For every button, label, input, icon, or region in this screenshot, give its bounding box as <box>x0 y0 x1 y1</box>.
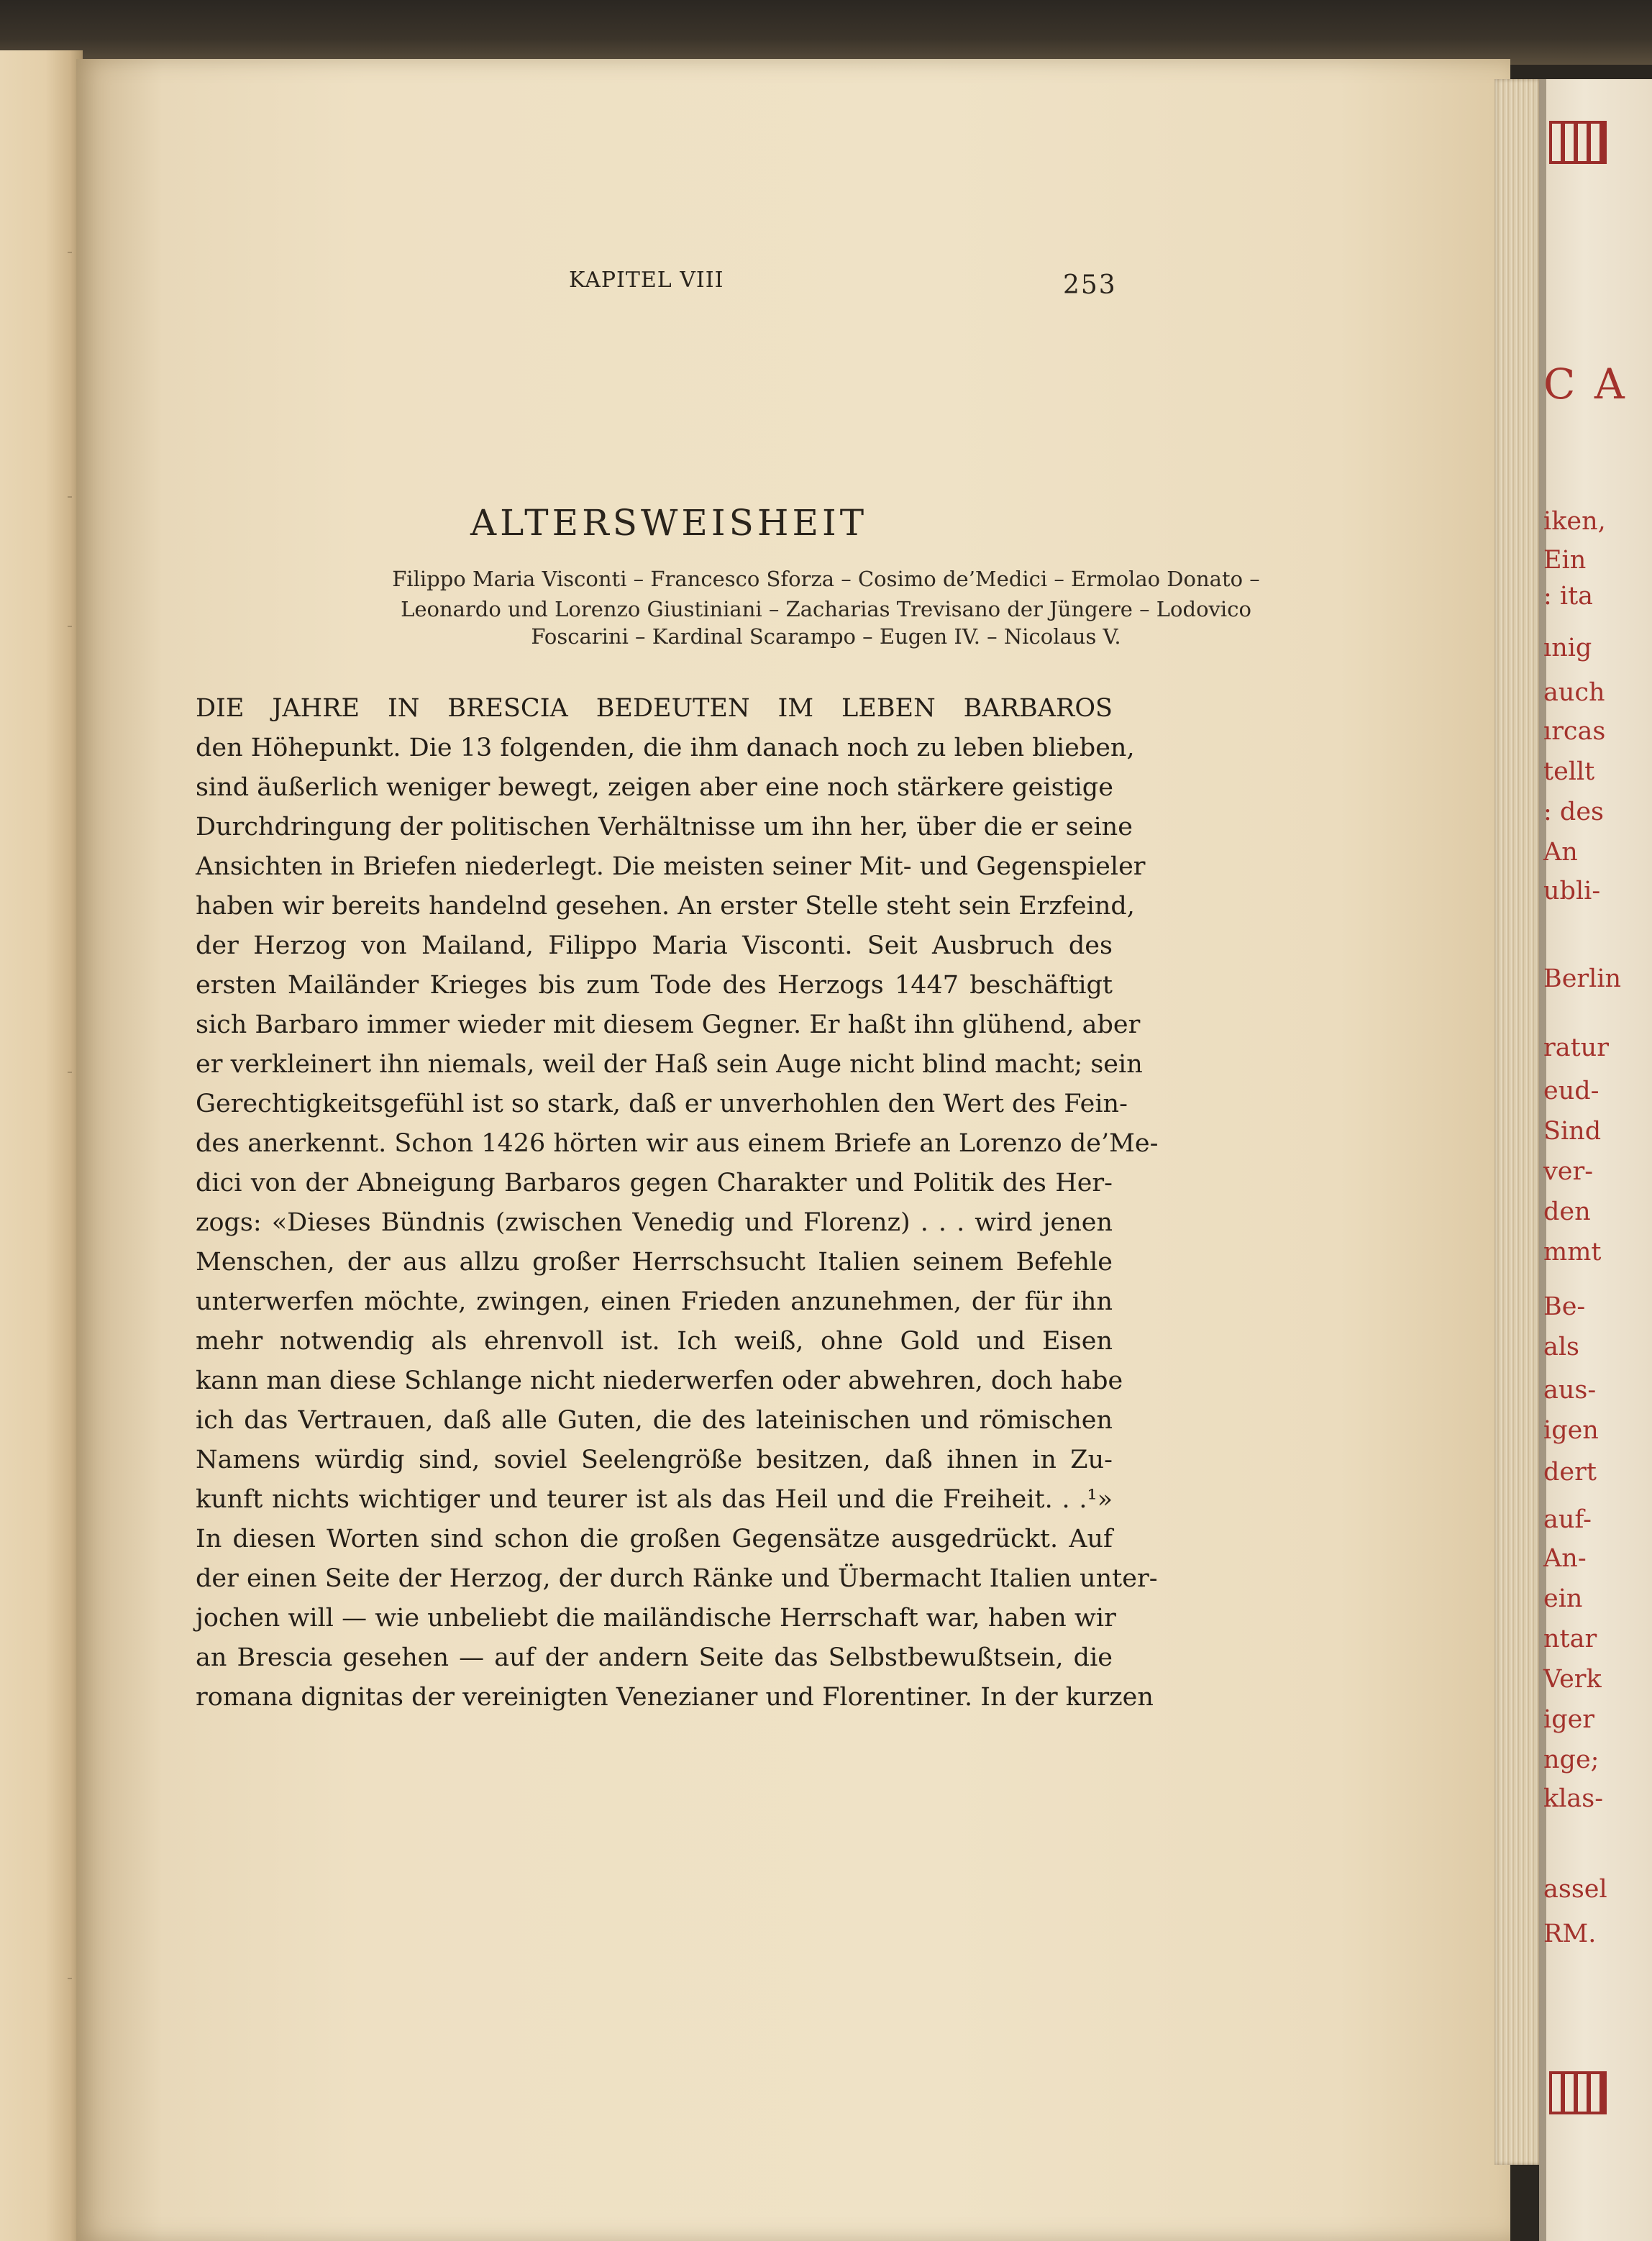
body-line: haben wir bereits handelnd gesehen. An erster Stelle steht sein Erzfeind, <box>196 892 1135 921</box>
adjacent-fragment: mmt <box>1543 1238 1602 1266</box>
adjacent-fragment: ntar <box>1543 1625 1597 1653</box>
adjacent-fragment: ratur <box>1543 1033 1609 1062</box>
adjacent-fragment: ver- <box>1543 1157 1594 1186</box>
body-line: an Brescia gesehen — auf der andern Seite das Selbstbewußtsein, die <box>196 1643 1113 1672</box>
margin-mark <box>68 496 72 498</box>
body-line: der Herzog von Mailand, Filippo Maria Visconti. Seit Ausbruch des <box>196 931 1113 960</box>
body-line: Namens würdig sind, soviel Seelengröße besitzen, daß ihnen in Zu- <box>196 1446 1113 1474</box>
body-line: DIE JAHRE IN BRESCIA BEDEUTEN IM LEBEN BARBAROS <box>196 694 1113 723</box>
body-line: Gerechtigkeitsgefühl ist so stark, daß er unverhohlen den Wert des Fein- <box>196 1090 1128 1118</box>
adjacent-fragment: als <box>1543 1333 1580 1361</box>
body-line: der einen Seite der Herzog, der durch Ränke und Übermacht Italien unter- <box>196 1564 1158 1593</box>
adjacent-fragment: ınig <box>1543 634 1592 662</box>
adjacent-fragment: ubli- <box>1543 877 1601 905</box>
body-line: Ansichten in Briefen niederlegt. Die meisten seiner Mit- und Gegenspieler <box>196 852 1146 881</box>
adjacent-fragment: klas- <box>1543 1784 1604 1813</box>
adjacent-fragment: tellt <box>1543 757 1595 786</box>
body-line: sind äußerlich weniger bewegt, zeigen aber eine noch stärkere geistige <box>196 773 1113 802</box>
adjacent-fragment: nge; <box>1543 1745 1599 1774</box>
body-line: Durchdringung der politischen Verhältnisse um ihn her, über die er seine <box>196 813 1133 841</box>
adjacent-fragment: iger <box>1543 1705 1595 1734</box>
body-line: jochen will — wie unbeliebt die mailändische Herrschaft war, haben wir <box>196 1604 1116 1633</box>
body-line: den Höhepunkt. Die 13 folgenden, die ihm danach noch zu leben blieben, <box>196 734 1135 762</box>
adjacent-fragment: : ita <box>1543 582 1594 611</box>
body-line: er verkleinert ihn niemals, weil der Haß sein Auge nicht blind macht; sein <box>196 1050 1143 1079</box>
margin-mark <box>68 252 72 253</box>
adjacent-fragment: assel <box>1543 1875 1607 1904</box>
meander-ornament-bottom <box>1549 2071 1607 2114</box>
chapter-summary-line: Foscarini – Kardinal Scarampo – Eugen IV. – Nicolaus V. <box>531 624 1121 649</box>
adjacent-fragment: ein <box>1543 1584 1583 1613</box>
adjacent-fragment: dert <box>1543 1458 1597 1487</box>
adjacent-fragment: iken, <box>1543 507 1606 536</box>
chapter-summary-line: Leonardo und Lorenzo Giustiniani – Zacharias Trevisano der Jüngere – Lodovico <box>401 597 1251 621</box>
chapter-summary-line: Filippo Maria Visconti – Francesco Sforza – Cosimo de’Medici – Ermolao Donato – <box>392 567 1260 591</box>
adjacent-fragment: Berlin <box>1543 964 1622 993</box>
adjacent-fragment: : des <box>1543 798 1604 826</box>
page-edges <box>1494 79 1539 2165</box>
adjacent-fragment: den <box>1543 1197 1591 1226</box>
adjacent-fragment: Sind <box>1543 1117 1602 1146</box>
body-line: ersten Mailänder Krieges bis zum Tode des Herzogs 1447 beschäftigt <box>196 971 1113 1000</box>
body-line: mehr notwendig als ehrenvoll ist. Ich weiß, ohne Gold und Eisen <box>196 1327 1113 1356</box>
body-line: ich das Vertrauen, daß alle Guten, die des lateinischen und römischen <box>196 1406 1113 1435</box>
adjacent-fragment: Ein <box>1543 546 1587 575</box>
body-line: dici von der Abneigung Barbaros gegen Charakter und Politik des Her- <box>196 1169 1113 1197</box>
adjacent-fragment: auch <box>1543 678 1605 707</box>
chapter-title: ALTERSWEISHEIT <box>470 502 868 544</box>
body-line: kann man diese Schlange nicht niederwerfen oder abwehren, doch habe <box>196 1366 1123 1395</box>
adjacent-fragment: ırcas <box>1543 717 1606 746</box>
adjacent-fragment: igen <box>1543 1416 1599 1445</box>
meander-ornament-top <box>1549 121 1607 164</box>
body-line: zogs: «Dieses Bündnis (zwischen Venedig und Florenz) . . . wird jenen <box>196 1208 1113 1237</box>
left-page-edge <box>0 50 83 2241</box>
body-line: Menschen, der aus allzu großer Herrschsucht Italien seinem Befehle <box>196 1248 1113 1277</box>
margin-mark <box>68 1978 72 1979</box>
adjacent-fragment: auf- <box>1543 1505 1592 1534</box>
body-line: unterwerfen möchte, zwingen, einen Frieden anzunehmen, der für ihn <box>196 1287 1113 1316</box>
adjacent-fragment: Be- <box>1543 1292 1586 1321</box>
margin-mark <box>68 1072 72 1073</box>
body-line: sich Barbaro immer wieder mit diesem Gegner. Er haßt ihn glühend, aber <box>196 1010 1141 1039</box>
body-line: des anerkennt. Schon 1426 hörten wir aus einem Briefe an Lorenzo de’Me- <box>196 1129 1159 1158</box>
adjacent-fragment: Verk <box>1543 1665 1602 1694</box>
book-cover-top <box>0 0 1652 65</box>
adjacent-fragment: eud- <box>1543 1077 1599 1105</box>
body-line: In diesen Worten sind schon die großen Gegensätze ausgedrückt. Auf <box>196 1525 1113 1553</box>
adjacent-fragment: An- <box>1543 1544 1587 1573</box>
adjacent-fragment: RM. <box>1543 1920 1597 1948</box>
body-line: romana dignitas der vereinigten Venezianer und Florentiner. In der kurzen <box>196 1683 1154 1712</box>
adjacent-fragment: C A <box>1543 360 1628 409</box>
body-line: kunft nichts wichtiger und teurer ist als das Heil und die Freiheit. . .¹» <box>196 1485 1113 1514</box>
running-head: KAPITEL VIII <box>569 268 724 293</box>
page-number: 253 <box>1063 270 1117 300</box>
adjacent-fragment: An <box>1543 838 1578 867</box>
adjacent-fragment: aus- <box>1543 1376 1597 1405</box>
